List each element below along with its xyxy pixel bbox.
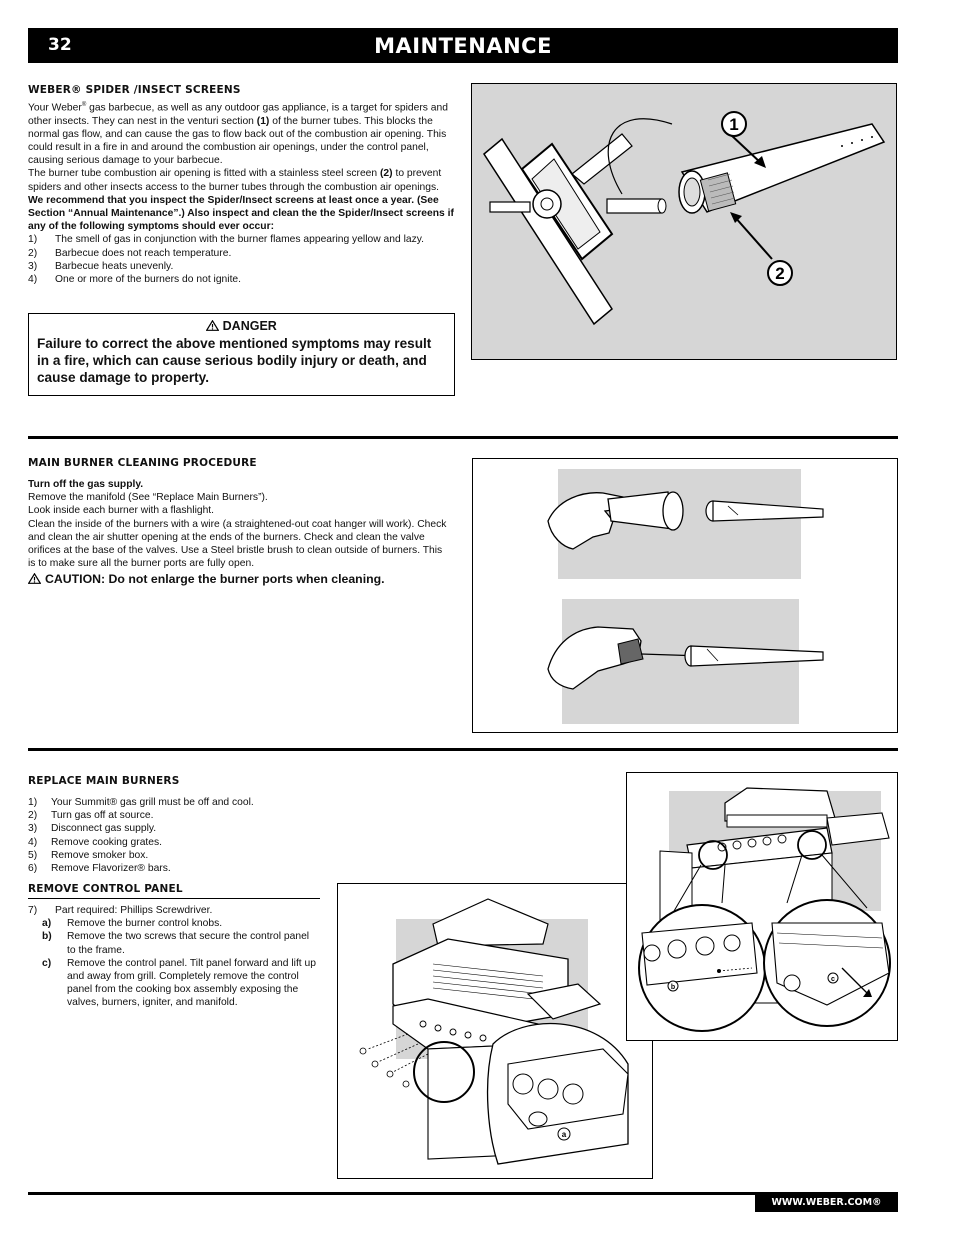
list-item: 1) Your Summit® gas grill must be off and cool. [28,797,254,808]
warning-icon [28,573,41,584]
list-item: c) Remove the control panel. Tilt panel forward and lift up and away from grill. Completely remove the control panel from the cooking box assembly exposing the valves, burners, igniter, and manifold. [42,957,316,1009]
spider-text: Your Weber® gas barbecue, as well as any outdoor gas appliance, is a target for spiders and other insects. They can nest in the venturi section (1) of the burner tubes. This blocks the normal gas flow, and can cause the gas to flow back out of the combustion air opening. This could result in a fire in and around the combustion air openings, under the control panel, causing serious damage to your barbecue. The burner tube combustion air opening is fitted with a stainless steel screen (2) to prevent spiders and other insects access to the burner tubes through the combustion air openings. We recommend that you inspect the Spider/Insect screens at least once a year. (See Section “Annual Maintenance”.) Also inspect and clean the the Spider/Insect screens if any of the following symptoms should ever occur: 1) The smell of gas in conjunction with the burner flames appearing yellow and lazy. 2) Barbecue does not reach temperature. 3) Barbecue heats unevenly. 4) One or more of the burners do not ignite. [28,99,456,286]
footer-url: WWW.WEBER.COM® [755,1194,898,1212]
figure-remove-knobs [337,883,653,1179]
section-divider [28,436,898,439]
list-item: 4) Remove cooking grates. [28,836,163,848]
list-item: 6) Remove Flavorizer® bars. [28,863,171,875]
list-item: 3) Barbecue heats unevenly. [28,260,174,272]
figure-burner-tube [471,83,897,360]
list-item: 2) Barbecue does not reach temperature. [28,247,232,259]
label-a: a [561,1130,567,1139]
list-item: 3) Disconnect gas supply. [28,823,157,835]
label-c: c [831,976,835,983]
page-number: 32 [48,35,72,55]
spider-heading: WEBER® SPIDER /INSECT SCREENS [28,84,241,96]
callout-1: 1 [729,115,739,134]
cleaning-heading: MAIN BURNER CLEANING PROCEDURE [28,457,257,469]
figure-remove-panel [626,772,898,1041]
replace-list [28,796,318,875]
danger-body: Failure to correct the above mentioned symptoms may result in a fire, which can cause serious bodily injury or death, and cause damage to property. [37,336,432,385]
danger-box [28,313,455,396]
heading-underline [28,898,320,899]
page-header [28,28,898,63]
cleaning-text: Turn off the gas supply. Remove the manifold (See “Replace Main Burners”). Look inside each burner with a flashlight. Clean the inside of the burners with a wire (a straightened-out coat hanger will work). Check and clean the air shutter opening at the ends of the burners. Check and clean the valve orifices at the base of the valves. Use a Steel bristle brush to clean outside of burners. This is to make sure all the burner ports are fully open. [28,479,447,570]
replace-heading: REPLACE MAIN BURNERS [28,775,180,787]
list-item: 1) The smell of gas in conjunction with the burner flames appearing yellow and lazy. [28,234,424,246]
page-title: MAINTENANCE [374,34,552,58]
list-item: 4) One or more of the burners do not ignite. [28,274,242,286]
list-item: 2) Turn gas off at source. [28,810,154,822]
callout-2: 2 [775,264,785,283]
list-item: a) Remove the burner control knobs. [42,918,223,930]
list-item: 7) Part required: Phillips Screwdriver. [28,905,213,916]
danger-title: DANGER [37,319,446,333]
section-divider [28,748,898,751]
warning-icon [206,320,219,331]
spider-recommendation: We recommend that you inspect the Spider/Insect screens at least once a year. (See Section “Annual Maintenance”.) Also inspect and clean the the Spider/Insect screens if any of the following symptoms should ever occur: [28,194,454,233]
list-item: 5) Remove smoker box. [28,849,149,861]
control-panel-steps [28,904,318,1010]
control-panel-heading: REMOVE CONTROL PANEL [28,883,183,895]
list-item: b) Remove the two screws that secure the control panel to the frame. [42,931,310,956]
caution-note: CAUTION: Do not enlarge the burner ports when cleaning. [28,572,385,586]
label-b: b [670,984,676,991]
figure-burner-cleaning [472,458,898,733]
